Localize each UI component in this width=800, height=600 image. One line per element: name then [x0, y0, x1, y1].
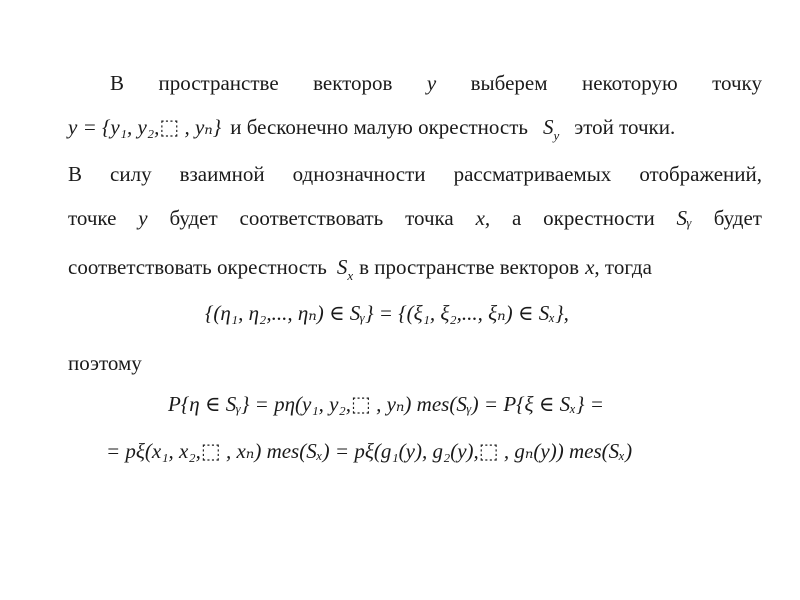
word: точка: [405, 206, 454, 230]
math-var-x: x: [585, 255, 595, 279]
equation-set-equality: {(η₁, η₂,..., ηₙ) ∈ Sᵧ} = {(ξ₁, ξ₂,..., ξₙ) ∈ Sₓ},: [205, 301, 569, 325]
paragraph-line-6: поэтому: [68, 351, 142, 375]
math-s-y: [543, 112, 559, 145]
word: точку: [712, 71, 762, 95]
paragraph-line-4: [68, 203, 762, 233]
word: В: [110, 71, 125, 95]
math-var-y: y: [426, 71, 437, 95]
word: а: [511, 206, 522, 230]
math-var-x: x,: [475, 206, 491, 230]
math-s: S: [542, 115, 554, 139]
text: в пространстве векторов: [359, 255, 580, 279]
paragraph-line-2: [68, 112, 762, 145]
paragraph-line-3: [68, 159, 762, 189]
word: окрестности: [543, 206, 655, 230]
word: рассматриваемых: [453, 162, 612, 186]
word: некоторую: [581, 71, 678, 95]
equation-probability: P{η ∈ Sᵧ} = pη(y₁, y₂,⬚ , yₙ) mes(Sᵧ) = P{ξ ∈ Sₓ} =: [168, 392, 604, 416]
text: соответствовать окрестность: [68, 255, 327, 279]
word: отображений,: [639, 162, 762, 186]
math-sub: x: [347, 268, 354, 283]
word: В: [68, 162, 83, 186]
formula-y-vector: y = {y₁, y₂,⬚ , yₙ}: [68, 115, 222, 139]
text: этой точки.: [574, 115, 676, 139]
paragraph-line-5: [68, 252, 762, 285]
math-s: S: [336, 255, 348, 279]
text: , тогда: [594, 255, 652, 279]
word: векторов: [313, 71, 393, 95]
word: взаимной: [179, 162, 265, 186]
word: будет: [169, 206, 218, 230]
equation-density-transform: = pξ(x₁, x₂,⬚ , xₙ) mes(Sₓ) = pξ(g₁(y), g₂(y),⬚ , gₙ(y)) mes(Sₓ): [106, 439, 633, 463]
word: силу: [110, 162, 152, 186]
paragraph-line-1: [68, 68, 762, 98]
math-var-y: y: [138, 206, 148, 230]
word: точке: [68, 206, 117, 230]
text: и бесконечно малую окрестность: [230, 115, 528, 139]
math-s-x: [337, 252, 353, 285]
math-s-y: Sᵧ: [676, 206, 692, 230]
word: соответствовать: [239, 206, 384, 230]
math-sub: y: [553, 128, 560, 143]
text-tail: [585, 252, 652, 282]
word: пространстве: [158, 71, 279, 95]
word: выберем: [470, 71, 548, 95]
word: будет: [713, 206, 762, 230]
word: однозначности: [292, 162, 426, 186]
